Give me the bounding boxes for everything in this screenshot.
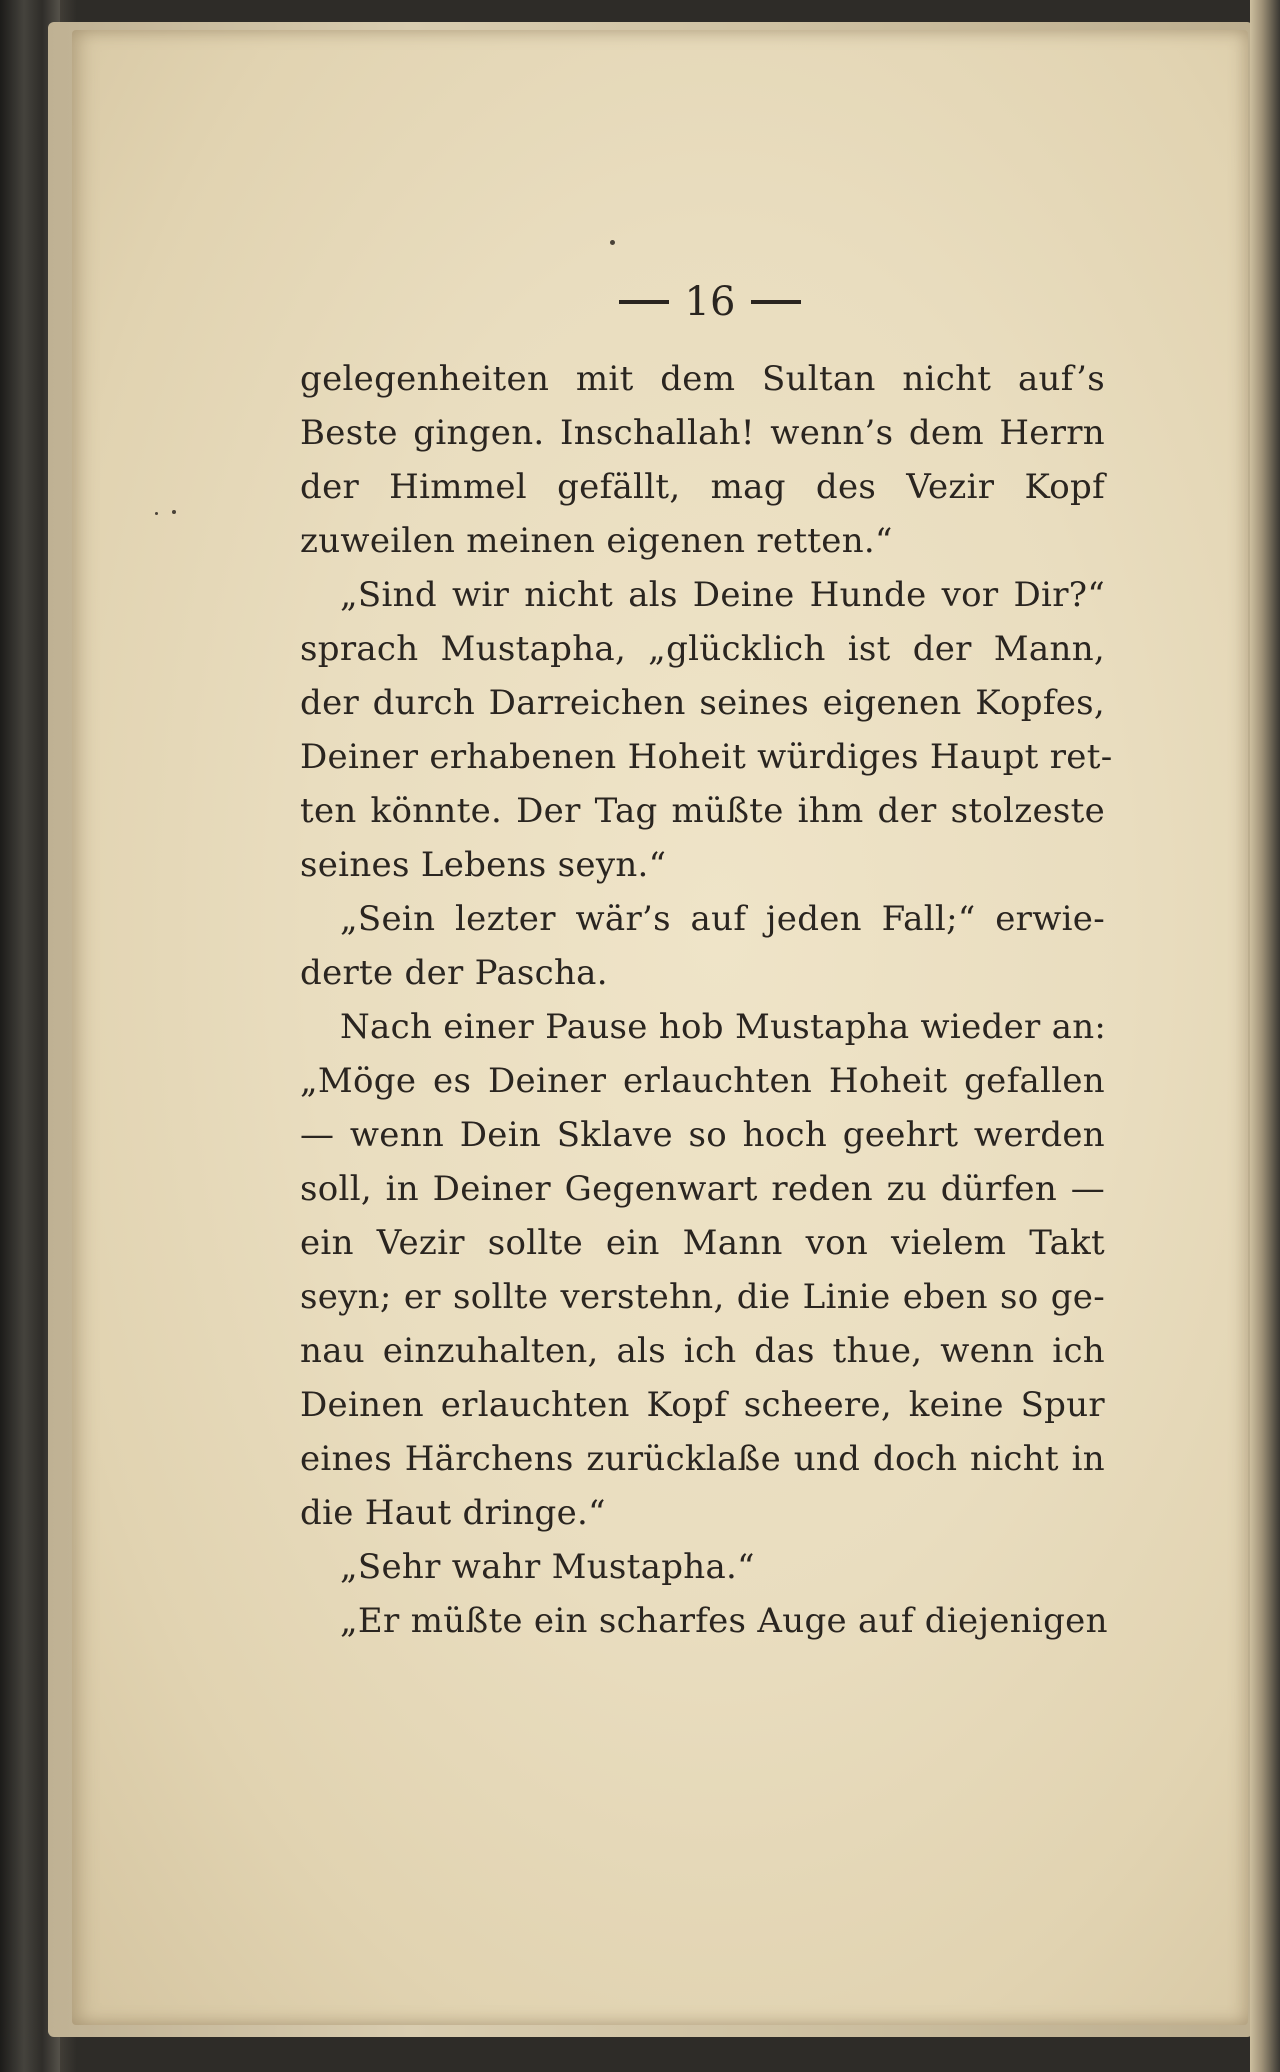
text-line: Beste gingen. Inschallah! wenn’s dem Herrn — [300, 413, 1105, 453]
text-line: zuweilen meinen eigenen retten.“ — [300, 521, 893, 561]
text-line: der Himmel gefällt, mag des Vezir Kopf — [300, 467, 1105, 507]
body-text — [300, 352, 1113, 1648]
text-line: — wenn Dein Sklave so hoch geehrt werden — [300, 1115, 1105, 1155]
text-line: ein Vezir sollte ein Mann von vielem Takt — [300, 1223, 1105, 1263]
text-line: „Sein lezter wär’s auf jeden Fall;“ erwie- — [340, 899, 1105, 939]
right-page-edge — [1250, 0, 1280, 2072]
page-number-text: 16 — [684, 279, 736, 325]
text-line: gelegenheiten mit dem Sultan nicht auf’s — [300, 359, 1105, 399]
paper-speck — [155, 512, 158, 515]
text-line: Deiner erhabenen Hoheit würdiges Haupt ret- — [300, 737, 1113, 777]
paper-speck — [172, 510, 176, 514]
text-line: derte der Pascha. — [300, 953, 608, 993]
text-line: die Haut dringe.“ — [300, 1493, 606, 1533]
text-line: Deinen erlauchten Kopf scheere, keine Spur — [300, 1385, 1105, 1425]
folio-dash-right — [751, 300, 801, 304]
folio-dash-left — [619, 300, 669, 304]
text-line: „Sehr wahr Mustapha.“ — [340, 1547, 755, 1587]
text-line: Nach einer Pause hob Mustapha wieder an: — [340, 1007, 1107, 1047]
text-line: seyn; er sollte verstehn, die Linie eben so ge- — [300, 1277, 1105, 1317]
text-line: der durch Darreichen seines eigenen Kopfes, — [300, 683, 1105, 723]
text-line: nau einzuhalten, als ich das thue, wenn ich — [300, 1331, 1105, 1371]
page-number — [600, 272, 820, 332]
text-line: „Sind wir nicht als Deine Hunde vor Dir?“ — [340, 575, 1105, 615]
text-line: seines Lebens seyn.“ — [300, 845, 667, 885]
text-line: soll, in Deiner Gegenwart reden zu dürfen — — [300, 1169, 1105, 1209]
text-line: „Möge es Deiner erlauchten Hoheit gefallen — [300, 1061, 1105, 1101]
text-line: ten könnte. Der Tag müßte ihm der stolzeste — [300, 791, 1105, 831]
text-line: sprach Mustapha, „glücklich ist der Mann, — [300, 629, 1105, 669]
paper-speck — [610, 240, 615, 245]
text-line: eines Härchens zurücklaße und doch nicht in — [300, 1439, 1105, 1479]
text-line: „Er müßte ein scharfes Auge auf diejenigen — [340, 1601, 1108, 1641]
